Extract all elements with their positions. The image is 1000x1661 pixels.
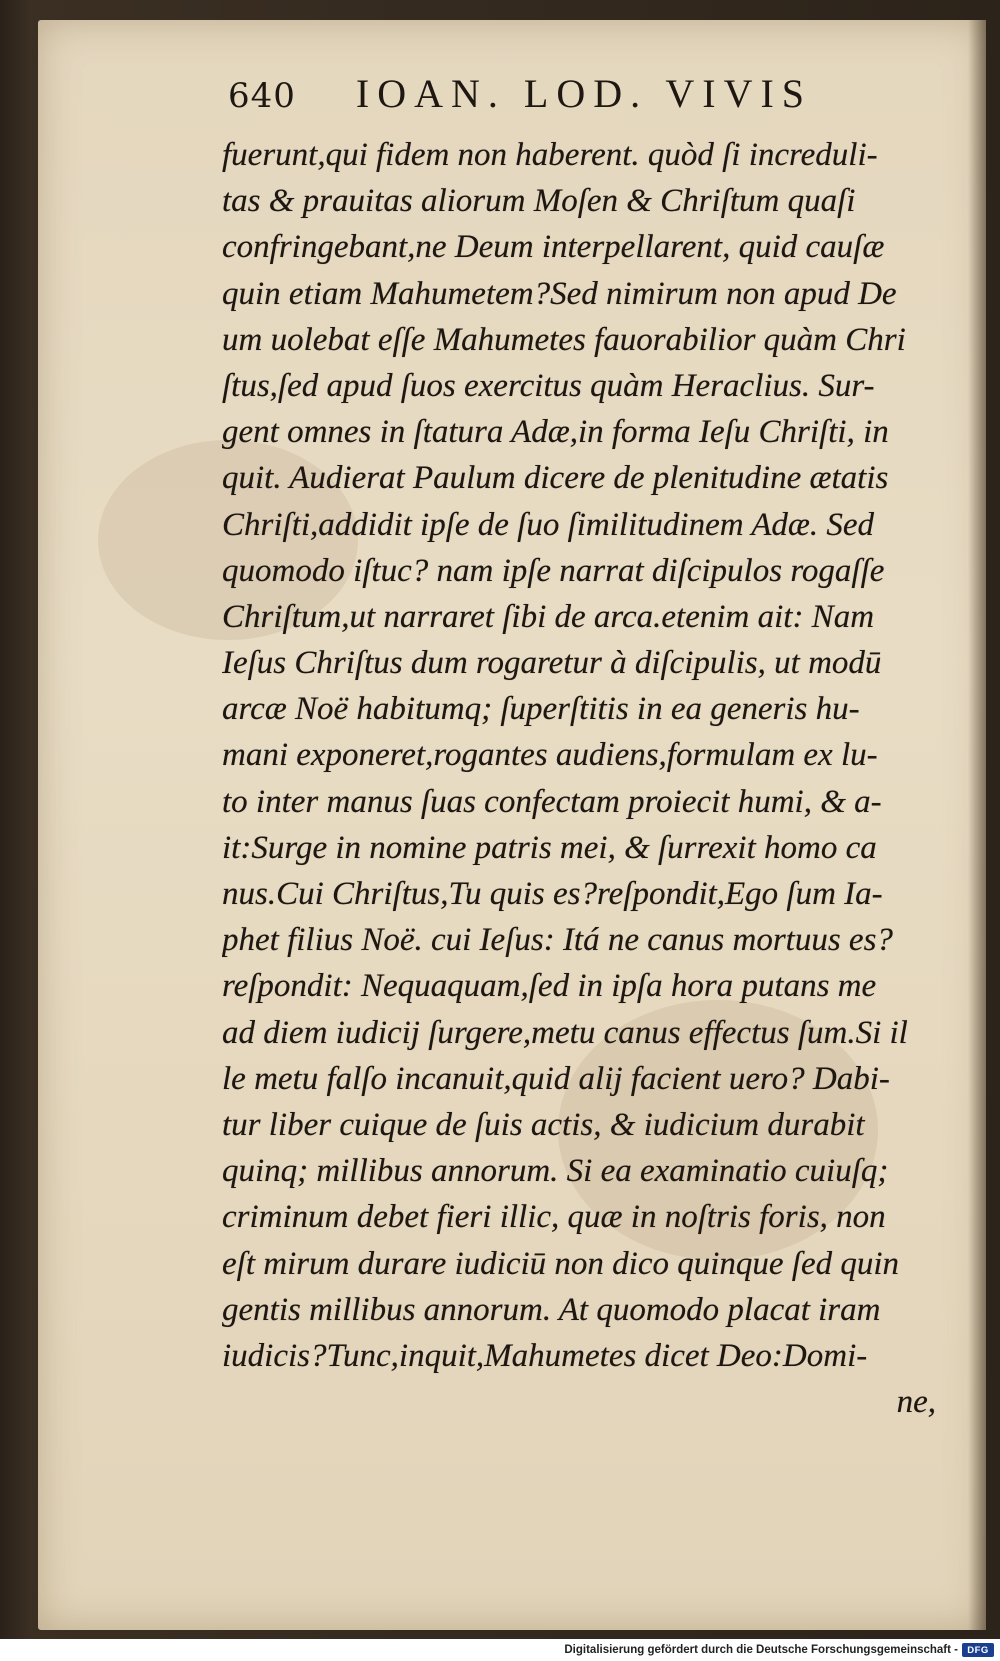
text-line: fuerunt,qui fidem non haberent. quòd ſi increduli-	[222, 137, 878, 173]
running-title: IOAN. LOD. VIVIS	[355, 71, 813, 116]
text-line: confringebant,ne Deum interpellarent, quid cauſæ	[222, 229, 885, 266]
text-line: Chriſti,addidit ipſe de ſuo ſimilitudinem Adæ. Sed	[222, 506, 875, 543]
text-line: quomodo iſtuc? nam ipſe narrat diſcipulos rogaſſe	[222, 552, 885, 589]
text-line: iudicis?Tunc,inquit,Mahumetes dicet Deo:Domi-	[222, 1337, 868, 1374]
text-line: quin etiam Mahumetem?Sed nimirum non apud De	[222, 275, 897, 312]
dfg-logo-text: DFG	[967, 1644, 989, 1656]
text-line: it:Surge in nomine patris mei, & ſurrexit homo ca	[222, 829, 877, 866]
text-line: quinq; millibus annorum. Si ea examinatio cuiuſq;	[222, 1153, 889, 1190]
footer-bar	[0, 1639, 1000, 1661]
text-line: tas & prauitas aliorum Moſen & Chriſtum quaſi	[222, 183, 856, 220]
text-line: ſtus,ſed apud ſuos exercitus quàm Heraclius. Sur-	[222, 367, 875, 404]
text-line: criminum debet fieri illic, quæ in noſtris foris, non	[222, 1199, 886, 1236]
text-line: gentis millibus annorum. At quomodo placat iram	[222, 1291, 881, 1328]
text-line: tur liber cuique de ſuis actis, & iudicium durabit	[222, 1106, 865, 1143]
funding-note: Digitalisierung gefördert durch die Deutsche Forschungsgemeinschaft -	[564, 1644, 958, 1656]
text-line: arcæ Noë habitumq; ſuperſtitis in ea generis hu-	[222, 691, 860, 728]
text-line: nus.Cui Chriſtus,Tu quis es?reſpondit,Ego ſum Ia-	[222, 876, 883, 912]
body-text	[222, 132, 942, 1425]
text-line: gent omnes in ſtatura Adæ,in forma Ieſu Chriſti, in	[222, 414, 889, 451]
text-line: Ieſus Chriſtus dum rogaretur à diſcipulis, ut modū	[222, 645, 882, 682]
dfg-logo-icon	[962, 1643, 994, 1657]
text-line: le metu falſo incanuit,quid alij facient uero? Dabi-	[222, 1060, 890, 1097]
text-line: to inter manus ſuas confectam proiecit humi, & a-	[222, 783, 882, 820]
page-number: 640	[228, 76, 296, 116]
text-line: Chriſtum,ut narraret ſibi de arca.etenim ait: Nam	[222, 598, 875, 635]
text-line: ad diem iudicij ſurgere,metu canus effectus ſum.Si il	[222, 1014, 908, 1051]
text-line: um uolebat eſſe Mahumetes fauorabilior quàm Chri	[222, 321, 906, 358]
catchword: ne,	[896, 1384, 936, 1421]
text-line: eſt mirum durare iudiciū non dico quinque ſed quin	[222, 1245, 900, 1282]
page-gutter-shadow	[968, 20, 986, 1630]
text-line: phet filius Noë. cui Ieſus: Itá ne canus mortuus es?	[222, 922, 893, 959]
text-line: mani exponeret,rogantes audiens,formulam ex lu-	[222, 737, 878, 774]
text-line: reſpondit: Nequaquam,ſed in ipſa hora putans me	[222, 968, 877, 1005]
text-line: quit. Audierat Paulum dicere de plenitudine ætatis	[222, 460, 889, 497]
running-head	[228, 70, 868, 130]
